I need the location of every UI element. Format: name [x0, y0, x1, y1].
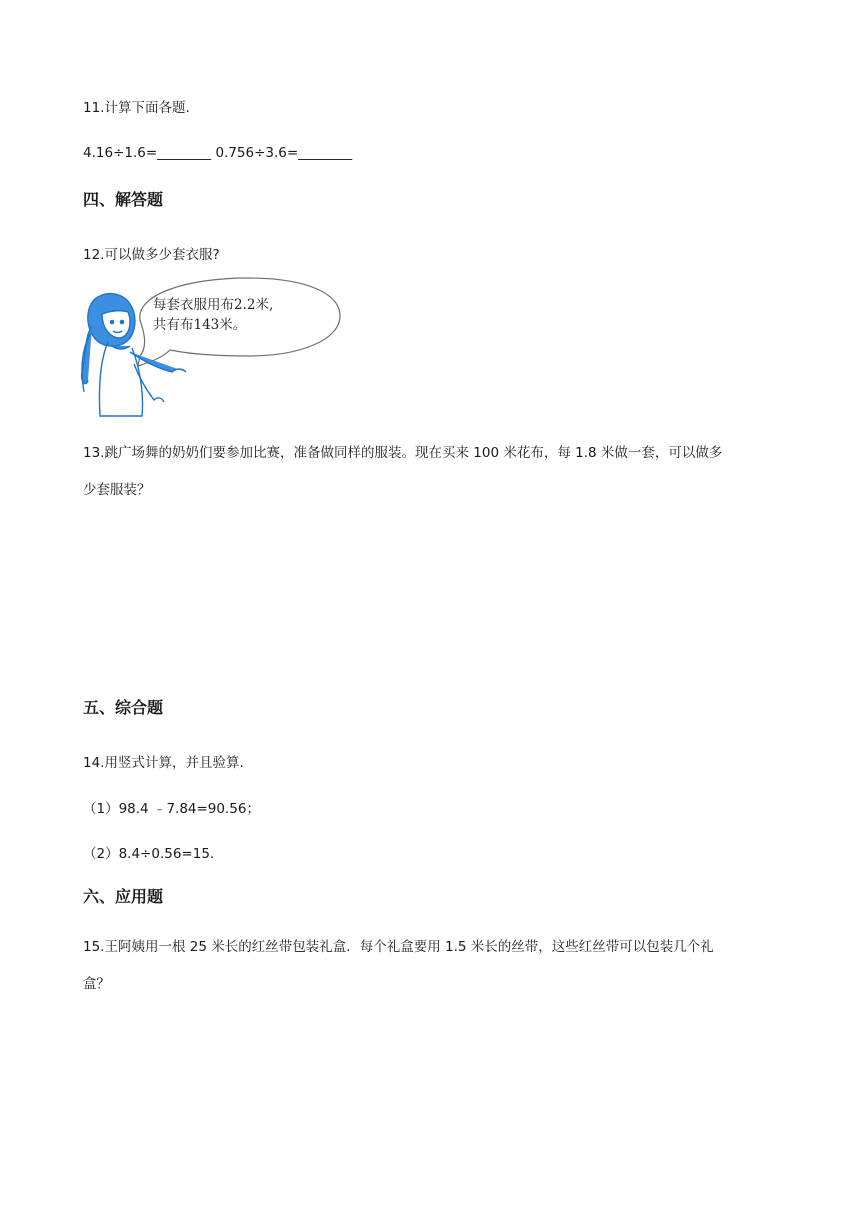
- question-13: [83, 435, 783, 509]
- question-11-title: 11.计算下面各题.: [83, 100, 190, 116]
- section-6-heading: 六、应用题: [83, 887, 164, 906]
- question-13-line-2: 少套服装？: [83, 482, 151, 498]
- question-11-expressions: 4.16÷1.6=________ 0.756÷3.6=________: [83, 145, 353, 161]
- question-14-item-1: （1）98.4 ﹣7.84=90.56；: [83, 801, 260, 817]
- girl-speech-illustration: [78, 276, 344, 428]
- question-13-line-1: 13.跳广场舞的奶奶们要参加比赛，准备做同样的服装。现在买来 100 米花布，每 1.8 米做一套，可以做多: [83, 445, 723, 461]
- question-14-item-2: （2）8.4÷0.56=15.: [83, 846, 215, 862]
- bubble-text-line-1: 每套衣服用布2.2米,: [153, 297, 274, 313]
- question-14-title: 14.用竖式计算，并且验算.: [83, 755, 244, 771]
- section-5-heading: 五、综合题: [83, 698, 164, 717]
- question-15-line-2: 盒？: [83, 976, 110, 992]
- question-15-line-1: 15.王阿姨用一根 25 米长的红丝带包装礼盒．每个礼盒要用 1.5 米长的丝带，这些红丝带可以包装几个礼: [83, 939, 714, 955]
- section-4-heading: 四、解答题: [83, 190, 164, 209]
- question-15: [83, 929, 783, 1003]
- question-12-title: 12.可以做多少套衣服?: [83, 247, 220, 263]
- bubble-text-line-2: 共有布143米。: [153, 317, 247, 333]
